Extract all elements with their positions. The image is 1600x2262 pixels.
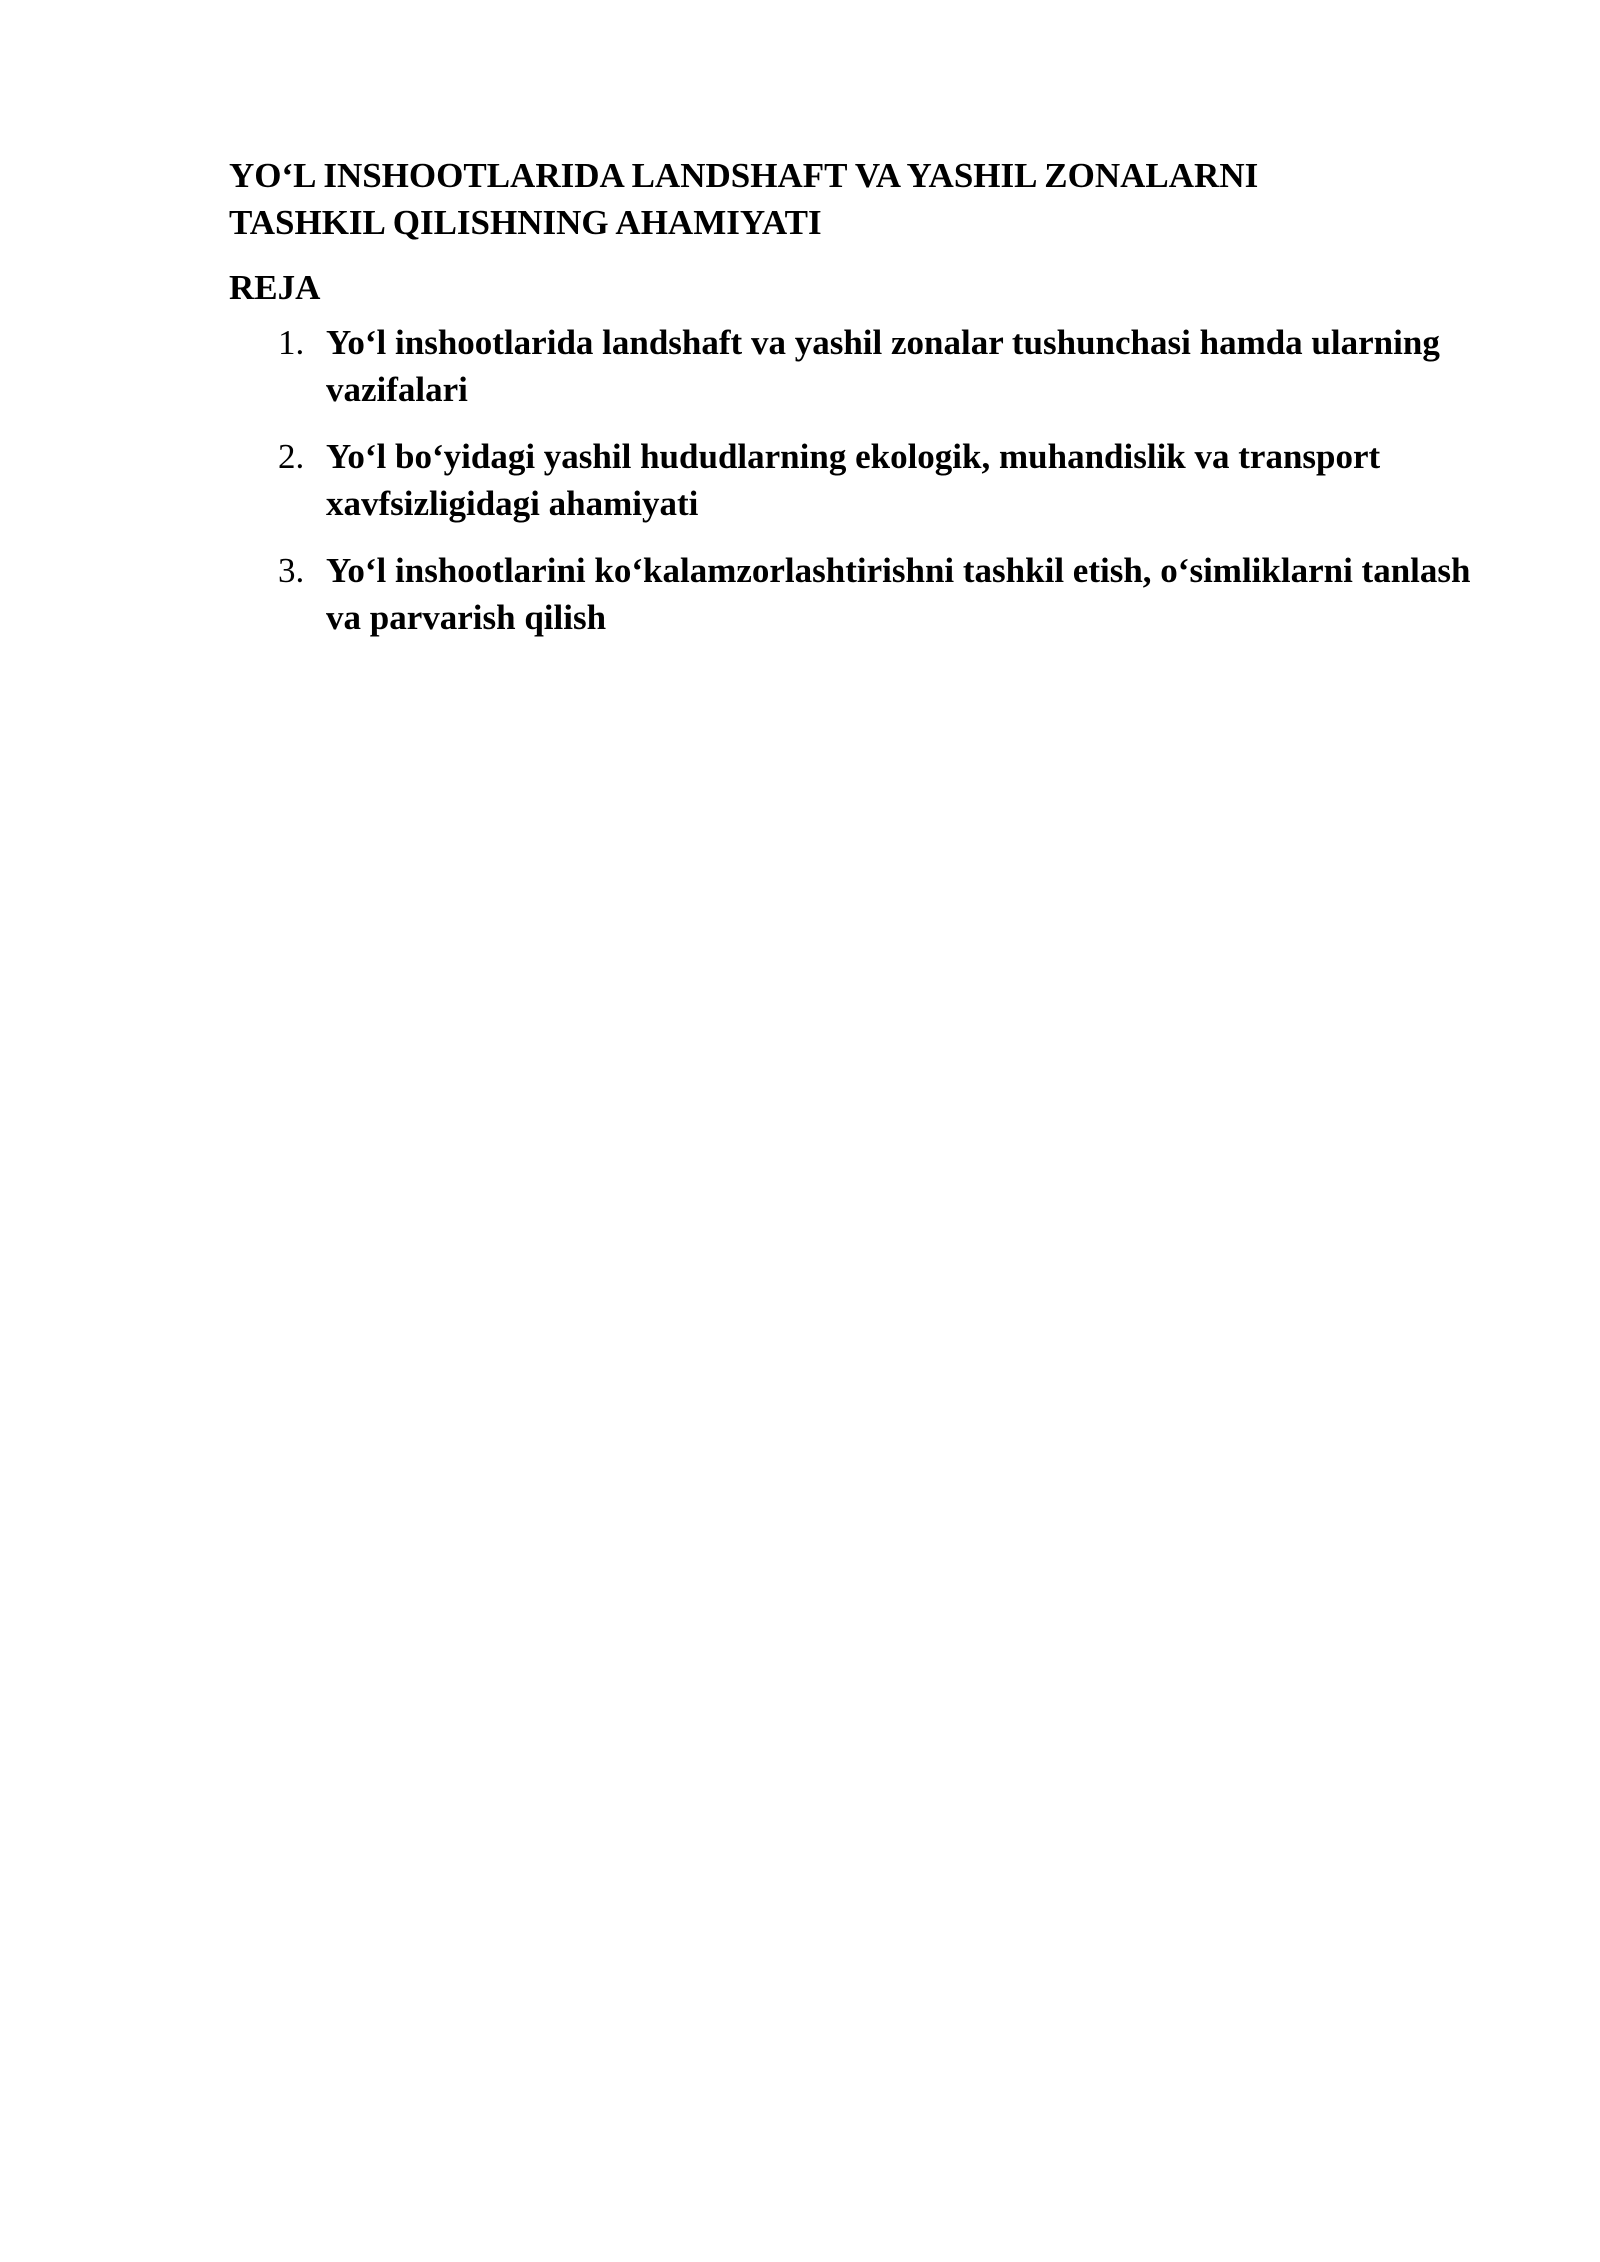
page-content — [229, 152, 1479, 661]
plan-item-text: Yo‘l inshootlarini ko‘kalamzorlashtirishni tashkil etish, o‘simliklarni tanlash va parvarish qilish — [326, 551, 1471, 637]
document-title-line-2: TASHKIL QILISHNING AHAMIYATI — [229, 203, 822, 242]
plan-item-1 — [229, 319, 1479, 413]
plan-item-number: 2. — [278, 437, 305, 476]
plan-item-2 — [229, 433, 1479, 527]
document-title — [229, 152, 1379, 246]
plan-item-number: 1. — [278, 323, 305, 362]
document-title-line-1: YO‘L INSHOOTLARIDA LANDSHAFT VA YASHIL ZONALARNI — [229, 156, 1259, 195]
plan-heading: REJA — [229, 268, 321, 307]
plan-item-text: Yo‘l bo‘yidagi yashil hududlarning ekologik, muhandislik va transport xavfsizligidagi ahamiyati — [326, 437, 1381, 523]
plan-item-number: 3. — [278, 551, 305, 590]
plan-item-text: Yo‘l inshootlarida landshaft va yashil zonalar tushunchasi hamda ularning vazifalari — [326, 323, 1440, 409]
plan-item-3 — [229, 547, 1479, 641]
plan-list — [229, 319, 1479, 641]
